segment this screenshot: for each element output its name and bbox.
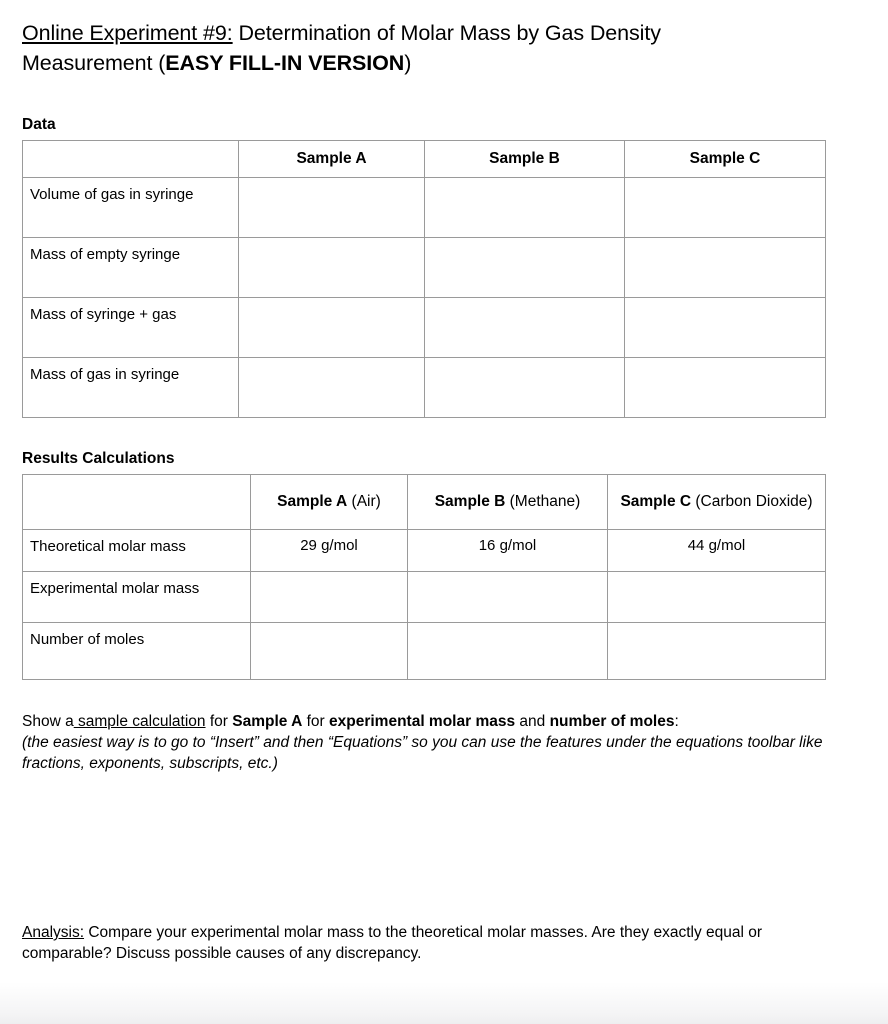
data-cell-mass-empty-c[interactable]	[625, 238, 826, 298]
prompt-bold-sample-a: Sample A	[232, 713, 303, 730]
prompt-italic-note: (the easiest way is to go to “Insert” and then “Equations” so you can use the features under the equations toolbar like fractions, exponents, subscripts, etc.)	[22, 734, 823, 772]
data-cell-mass-empty-b[interactable]	[425, 238, 625, 298]
title-closing: )	[404, 51, 412, 75]
table-row	[23, 178, 826, 238]
table-row	[23, 572, 826, 623]
results-header-sample-a-bold: Sample A	[277, 493, 348, 510]
results-row-label-experimental: Experimental molar mass	[23, 572, 251, 623]
results-cell-moles-c[interactable]	[608, 623, 826, 680]
table-row	[23, 298, 826, 358]
prompt-bold-experimental-molar-mass: experimental molar mass	[329, 713, 516, 730]
data-cell-mass-of-gas-c[interactable]	[625, 358, 826, 418]
results-cell-theoretical-a: 29 g/mol	[251, 530, 408, 572]
results-row-label-theoretical: Theoretical molar mass	[23, 530, 251, 572]
results-row-label-moles: Number of moles	[23, 623, 251, 680]
prompt-bold-number-of-moles: number of moles	[549, 713, 675, 730]
results-header-sample-b-plain: (Methane)	[505, 493, 581, 510]
title-middle: Determination of Molar Mass by Gas Density Measurement (	[22, 21, 661, 75]
results-cell-theoretical-b: 16 g/mol	[408, 530, 608, 572]
data-cell-mass-plus-gas-b[interactable]	[425, 298, 625, 358]
analysis-label: Analysis:	[22, 924, 85, 941]
table-row	[23, 623, 826, 680]
table-header-row	[23, 475, 826, 530]
spacer-before-prompt	[22, 680, 866, 711]
spacer-between-tables	[22, 418, 866, 450]
prompt-for-1: for	[205, 713, 233, 730]
student-work-area[interactable]	[22, 774, 866, 922]
data-header-sample-a: Sample A	[239, 141, 425, 178]
data-header-blank	[23, 141, 239, 178]
data-header-sample-c: Sample C	[625, 141, 826, 178]
data-section-heading: Data	[22, 116, 56, 133]
results-cell-moles-b[interactable]	[408, 623, 608, 680]
results-cell-experimental-c[interactable]	[608, 572, 826, 623]
results-header-sample-c	[608, 475, 826, 530]
data-cell-volume-a[interactable]	[239, 178, 425, 238]
table-row	[23, 530, 826, 572]
results-cell-experimental-a[interactable]	[251, 572, 408, 623]
data-row-label-mass-empty: Mass of empty syringe	[23, 238, 239, 298]
data-cell-mass-empty-a[interactable]	[239, 238, 425, 298]
data-row-label-volume: Volume of gas in syringe	[23, 178, 239, 238]
table-row	[23, 358, 826, 418]
results-header-sample-a-plain: (Air)	[347, 493, 381, 510]
prompt-lead: Show a	[22, 713, 74, 730]
prompt-colon: :	[674, 713, 679, 730]
page-title	[22, 18, 782, 78]
title-bold-part: EASY FILL-IN VERSION	[165, 51, 405, 75]
analysis-paragraph	[22, 922, 832, 964]
table-row	[23, 238, 826, 298]
analysis-text: Compare your experimental molar mass to the theoretical molar masses. Are they exactly equal or comparable? Discuss possible causes of any discrepancy.	[22, 924, 763, 962]
results-cell-theoretical-c: 44 g/mol	[608, 530, 826, 572]
data-header-sample-b: Sample B	[425, 141, 625, 178]
prompt-underlined: sample calculation	[73, 713, 206, 730]
data-cell-mass-of-gas-b[interactable]	[425, 358, 625, 418]
spacer-after-title	[22, 78, 866, 116]
data-row-label-mass-of-gas: Mass of gas in syringe	[23, 358, 239, 418]
results-cell-experimental-b[interactable]	[408, 572, 608, 623]
results-header-blank	[23, 475, 251, 530]
table-header-row	[23, 141, 826, 178]
results-section-heading: Results Calculations	[22, 450, 175, 467]
results-header-sample-b	[408, 475, 608, 530]
data-cell-mass-plus-gas-c[interactable]	[625, 298, 826, 358]
results-header-sample-b-bold: Sample B	[434, 493, 506, 510]
data-cell-volume-b[interactable]	[425, 178, 625, 238]
sample-calculation-prompt	[22, 711, 832, 774]
results-header-sample-a	[251, 475, 408, 530]
data-cell-volume-c[interactable]	[625, 178, 826, 238]
data-cell-mass-plus-gas-a[interactable]	[239, 298, 425, 358]
prompt-and: and	[515, 713, 550, 730]
results-header-sample-c-plain: (Carbon Dioxide)	[691, 493, 813, 510]
title-underlined-prefix: Online Experiment #9:	[22, 21, 233, 45]
results-header-sample-c-bold: Sample C	[620, 493, 692, 510]
results-cell-moles-a[interactable]	[251, 623, 408, 680]
data-table	[22, 140, 826, 418]
prompt-for-2: for	[302, 713, 329, 730]
data-cell-mass-of-gas-a[interactable]	[239, 358, 425, 418]
data-row-label-mass-plus-gas: Mass of syringe + gas	[23, 298, 239, 358]
results-calculations-table	[22, 474, 826, 680]
